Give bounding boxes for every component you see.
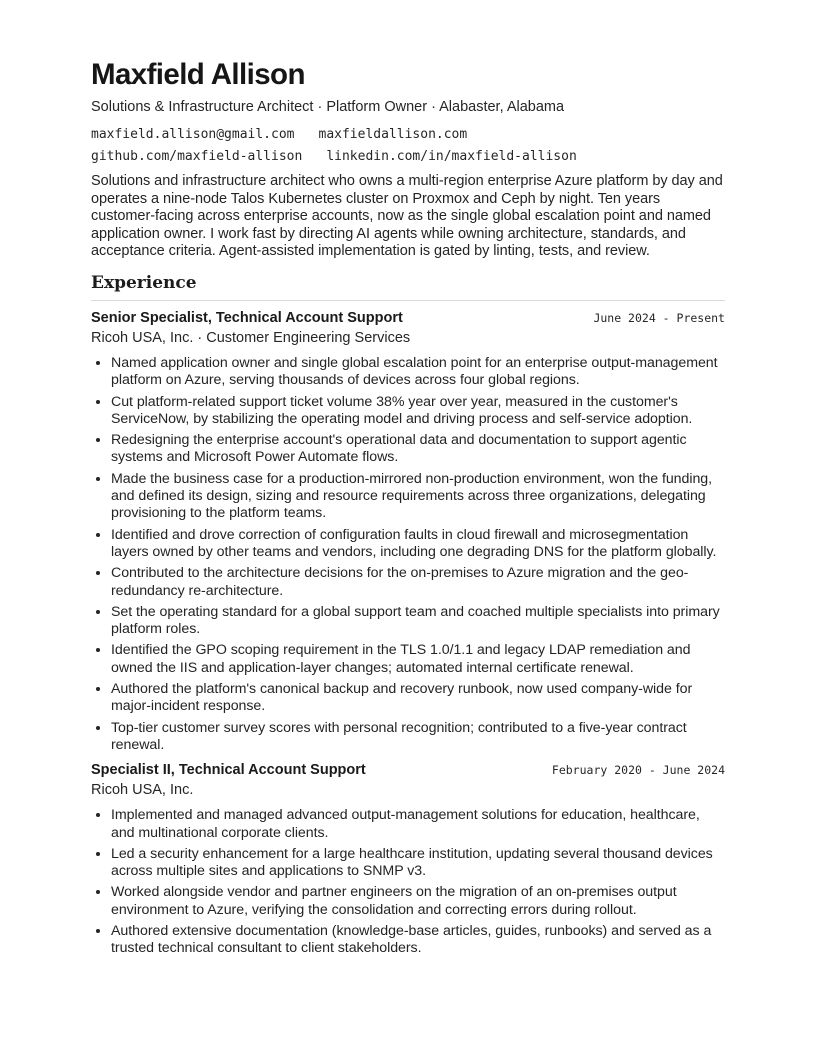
job-bullet: • Made the business case for a production-mirrored non-production environment, won the funding, and defined its design, sizing and resource requirements across three organizations, delegating provisioning to the platform teams. bbox=[111, 471, 725, 523]
website-link[interactable]: maxfieldallison.com bbox=[318, 127, 468, 142]
job-bullet: • Cut platform-related support ticket volume 38% year over year, measured in the customer's ServiceNow, by stabilizing the operating model and driving process and self-service adoption. bbox=[111, 394, 725, 429]
job-bullet: • Redesigning the enterprise account's operational data and documentation to support agentic systems and Microsoft Power Automate flows. bbox=[111, 432, 725, 467]
job-company: Ricoh USA, Inc. · Customer Engineering Services bbox=[91, 329, 411, 346]
job-bullet: • Identified and drove correction of configuration faults in cloud firewall and microsegmentation layers owned by other teams and vendors, including one degrading DNS for the platform globally. bbox=[111, 527, 725, 562]
email-link[interactable]: maxfield.allison@gmail.com bbox=[91, 127, 295, 142]
job-bullet: • Named application owner and single global escalation point for an enterprise output-management platform on Azure, serving thousands of devices across four global regions. bbox=[111, 355, 725, 390]
contact-row-2 bbox=[91, 146, 725, 168]
section-title-experience: Experience bbox=[91, 272, 725, 301]
job-bullet: • Led a security enhancement for a large healthcare institution, updating several thousand devices across multiple sites and applications to SNMP v3. bbox=[111, 846, 725, 881]
resume-page bbox=[91, 56, 725, 962]
job-entry bbox=[91, 761, 725, 957]
job-title: Specialist II, Technical Account Support bbox=[91, 762, 366, 779]
job-title: Senior Specialist, Technical Account Support bbox=[91, 309, 403, 326]
job-bullet: • Authored the platform's canonical backup and recovery runbook, now used company-wide for major-incident response. bbox=[111, 681, 725, 716]
github-link[interactable]: github.com/maxfield-allison bbox=[91, 149, 303, 164]
job-company: Ricoh USA, Inc. bbox=[91, 782, 194, 799]
candidate-tagline: Solutions & Infrastructure Architect · Platform Owner · Alabaster, Alabama bbox=[91, 99, 565, 115]
job-bullet-list bbox=[91, 807, 725, 957]
job-bullet: • Identified the GPO scoping requirement in the TLS 1.0/1.1 and legacy LDAP remediation and owned the IIS and application-layer changes; automated internal certificate renewal. bbox=[111, 642, 725, 677]
job-bullet: • Implemented and managed advanced output-management solutions for education, healthcare, and multinational corporate clients. bbox=[111, 807, 725, 842]
candidate-name: Maxfield Allison bbox=[91, 58, 305, 91]
job-header bbox=[91, 309, 725, 328]
job-entry bbox=[91, 309, 725, 754]
contact-block bbox=[91, 124, 725, 168]
job-bullet: • Authored extensive documentation (knowledge-base articles, guides, runbooks) and served as a trusted technical consultant to client stakeholders. bbox=[111, 923, 725, 958]
job-bullet: • Contributed to the architecture decisions for the on-premises to Azure migration and the geo-redundancy re-architecture. bbox=[111, 565, 725, 600]
job-dates: February 2020 - June 2024 bbox=[551, 763, 725, 778]
linkedin-link[interactable]: linkedin.com/in/maxfield-allison bbox=[326, 149, 577, 164]
job-bullet: • Worked alongside vendor and partner engineers on the migration of an on-premises output environment to Azure, verifying the consolidation and correcting errors during rollout. bbox=[111, 884, 725, 919]
job-header bbox=[91, 761, 725, 780]
job-dates: June 2024 - Present bbox=[593, 310, 725, 325]
job-bullet-list bbox=[91, 355, 725, 754]
job-bullet: • Set the operating standard for a global support team and coached multiple specialists into primary platform roles. bbox=[111, 604, 725, 639]
job-bullet: • Top-tier customer survey scores with personal recognition; contributed to a five-year contract renewal. bbox=[111, 720, 725, 755]
contact-row-1 bbox=[91, 124, 725, 146]
summary-paragraph: Solutions and infrastructure architect who owns a multi-region enterprise Azure platform by day and operates a nine-node Talos Kubernetes cluster on Proxmox and Ceph by night. Ten years customer-facing across enterprise accounts, now as the single global escalation point and named application owner. I work fast by directing AI agents while owning architecture, standards, and acceptance criteria. Agent-assisted implementation is gated by linting, tests, and review. bbox=[91, 173, 723, 260]
